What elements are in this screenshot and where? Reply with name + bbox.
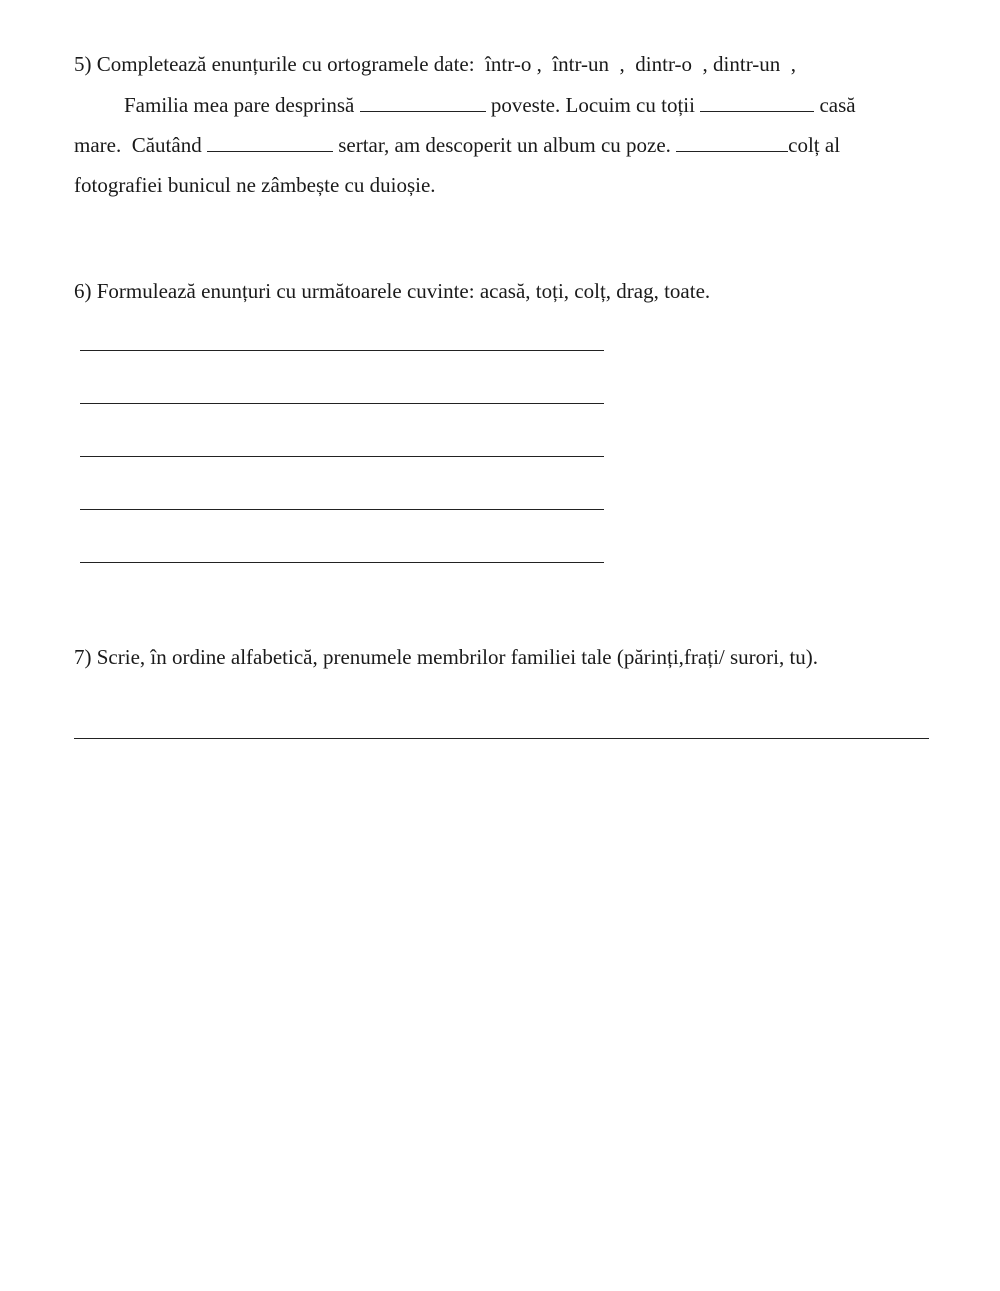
exercise-5-prompt: 5) Completează enunțurile cu ortogramele date: într-o , într-un , dintr-o , dintr-un ,: [74, 52, 797, 76]
fill-blank-4[interactable]: [676, 150, 788, 152]
exercise-7-prompt: 7) Scrie, în ordine alfabetică, prenumele membrilor familiei tale (părinți,frați/ surori, tu).: [74, 645, 819, 669]
text-segment: casă: [814, 93, 856, 117]
exercise-5-sentence-line-2: [74, 135, 840, 156]
answer-line-names[interactable]: [74, 738, 929, 739]
fill-blank-2[interactable]: [700, 110, 814, 112]
text-segment: Familia mea pare desprinsă: [124, 93, 360, 117]
exercise-6-prompt: 6) Formulează enunțuri cu următoarele cuvinte: acasă, toți, colț, drag, toate.: [74, 279, 711, 303]
text-segment: poveste. Locuim cu toții: [485, 93, 701, 117]
answer-line-5[interactable]: [80, 562, 604, 563]
answer-line-2[interactable]: [80, 403, 604, 404]
answer-line-4[interactable]: [80, 509, 604, 510]
text-segment: mare. Căutând: [74, 133, 207, 157]
exercise-5-sentence-line-1: [124, 95, 856, 116]
text-segment: sertar, am descoperit un album cu poze.: [332, 133, 677, 157]
answer-line-3[interactable]: [80, 456, 604, 457]
exercise-5-sentence-line-3: fotografiei bunicul ne zâmbește cu duioșie.: [74, 173, 436, 197]
text-segment: colț al: [788, 133, 841, 157]
fill-blank-1[interactable]: [360, 110, 486, 112]
answer-line-1[interactable]: [80, 350, 604, 351]
fill-blank-3[interactable]: [207, 150, 333, 152]
